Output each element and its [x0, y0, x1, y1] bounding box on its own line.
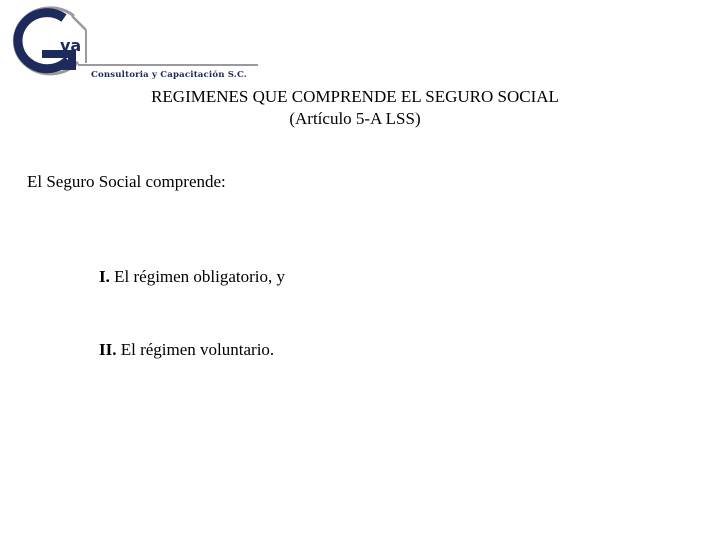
intro-text: El Seguro Social comprende:: [27, 172, 226, 191]
logo-caption: Consultoria y Capacitación S.C.: [91, 70, 247, 80]
logo-letters: va: [60, 36, 82, 55]
company-logo: [2, 2, 260, 82]
page-title: REGIMENES QUE COMPRENDE EL SEGURO SOCIAL: [151, 87, 559, 106]
item-text: El régimen voluntario.: [120, 340, 275, 359]
heading: [0, 86, 710, 130]
item-text: El régimen obligatorio, y: [114, 267, 286, 286]
item-number: II.: [99, 340, 117, 359]
list-item: [99, 340, 274, 360]
page-subtitle: (Artículo 5-A LSS): [289, 109, 421, 128]
list-item: [99, 267, 285, 287]
item-number: I.: [99, 267, 110, 286]
